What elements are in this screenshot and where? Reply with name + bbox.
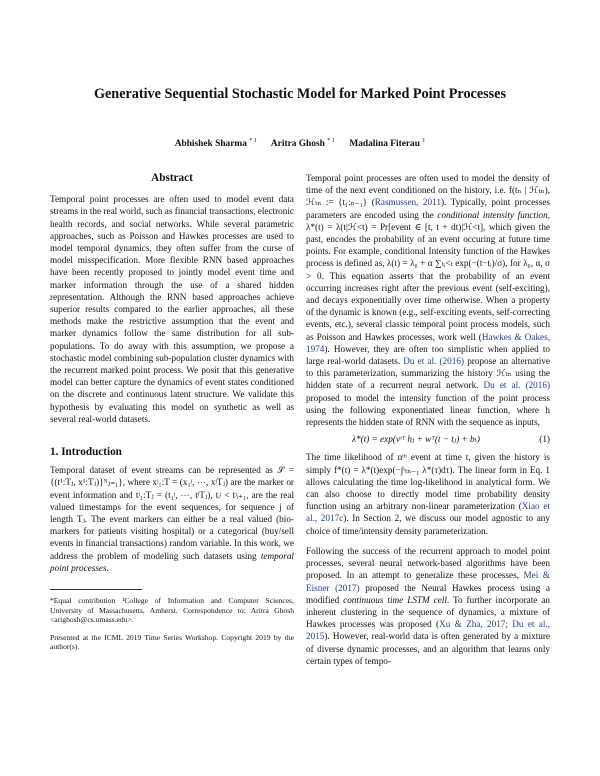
body-text: ). Typically, point processes parameters are encoded using the: [306, 197, 550, 220]
equation-1: [306, 433, 550, 445]
body-text: propose an alternative to this parameterization, summarizing the history ℋₜₙ using the hidden state of a recurrent neural network.: [306, 356, 551, 391]
body-text: proposed the Neural Hawkes process using a modified: [306, 582, 550, 605]
footnotes: [50, 596, 294, 652]
footnote-contribution: *Equal contribution ¹College of Information and Computer Sciences, University of Massachusetts, Amherst. Correspondence to: Aritra Ghosh <arighosh@cs.umass.edu>.: [50, 596, 294, 625]
intro-period: .: [106, 562, 109, 573]
body-text: Following the success of the recurrent approach to model point processes, several neural network-based algorithms have been proposed. In an attempt to generalize these processes,: [306, 545, 550, 581]
abstract-text: Temporal point processes are often used to model event data streams in the real world, such as financial transactions, electronic health records, and social networks. While several parametric approaches, such as Poisson and Hawkes processes are used to model temporal dynamics, they often suffer from the curse of model misspecification. More flexible RNN based approaches have been recently proposed to jointly model event time and marker information through the use of a shared hidden representation. Although the RNN based approaches achieve superior results compared to the earlier approaches, all these methods make the restrictive assumption that the event and marker dynamics follow the same distribution for all sub-populations. To do away with this assumption, we propose a stochastic model combining sub-population cluster dynamics with the recurrent marked point process. We posit that this generative model can better capture the dynamics of event states conditioned on the discrete and continuous latent structure. We validate this hypothesis by evaluating this model on synthetic as well as several real-world datasets.: [50, 194, 294, 424]
author-name: Madalina Fiterau: [349, 139, 420, 150]
body-text: ). In Section 2, we discuss our model agnostic to any choice of time/intensity density parameterization.: [306, 513, 550, 536]
body-text: The time likelihood of nᵗʰ event at time t, given the history is simply f*(t) = λ*(t)exp(−∫ᵗₜₙ₋₁ λ*(τ)dτ). The linear form in Eq. 1 allows calculating the time log-likelihood in analytical form. We can also choose to directly model time probability density function using an arbitrary non-linear parameterization (: [306, 452, 550, 512]
body-emphasis: continuous time LSTM cell: [343, 594, 447, 605]
section-heading: 1. Introduction: [50, 446, 122, 459]
author-name: Aritra Ghosh: [270, 139, 325, 150]
body-text: , λ*(t) = λ(t|ℋ<t) = Pr[event ∈ [t, t + dt)|ℋ<t], which given the past, encodes the probability of an event occuring at future time points. For example, conditional Intensity function of the Hawkes process is defined as, λ(t) = λ₀ + α ∑ₜᵢ<ₜ exp(−(t−tᵢ)/σ), for λ₀, α, σ > 0. This equation asserts that the probability of an event occurring increases right after the previous event (self-exciting), and decays exponentially over time otherwise. When a property of the dynamic is known (e.g., self-exciting events, self-correcting events, etc.), several classic temporal point process models, such as Poisson and Hawkes processes, work well (: [306, 209, 551, 342]
equation-number: (1): [539, 434, 550, 445]
citation-link[interactable]: Du et al. (2016): [483, 380, 550, 391]
equation-formula: λ*(t) = exp(vᵗᵀ hⱼ + wᵀ(t − tⱼ) + bₜ): [352, 434, 480, 445]
body-emphasis: conditional intensity function: [437, 209, 548, 220]
intro-emphasis: temporal point processes: [50, 550, 294, 573]
body-text: proposed to model the intensity function of the point process using the following exponentiated linear function, where h represents the hidden state of RNN with the sequence as inputs,: [306, 392, 550, 428]
citation-link[interactable]: Hawkes & Oakes, 1974: [306, 331, 550, 354]
left-column: [50, 172, 294, 652]
body-paragraph: [306, 451, 550, 536]
author-mark: * 1: [249, 138, 257, 144]
author-mark: * 1: [327, 138, 335, 144]
intro-text: Temporal dataset of event streams can be represented as 𝒮 = {(t¹:Tⱼ, x¹:Tⱼ)}ᴺⱼ₌₁}, where xʲ₁:T = (x₁ʲ, ⋯, xʲTⱼ) are the marker or event information and tʲ₁:Tⱼ = (t₁ʲ, ⋯, tʲTⱼ), tᵢʲ < tʲᵢ₊₁, are the real valued timestamps for the event sequences, for sequence j of length Tⱼ. The event markers can either be a real valued (bio-markers for patients visiting hospital) or a categorical (buy/sell events in financial transactions) random variable. In this work, we address the problem of modeling such datasets using: [50, 465, 294, 561]
body-text: ). However, they are often too simplistic when applied to large real-world datasets.: [306, 343, 550, 367]
footnote-presented: Presented at the ICML 2019 Time Series Workshop. Copyright 2019 by the author(s).: [50, 632, 294, 652]
body-paragraph: [306, 172, 550, 428]
body-text: Temporal point processes are often used to model the density of time of the next event conditioned on the history, i.e. f(tₙ | ℋₜₙ), ℋₜₙ := {t₁:ₙ₋₁} (: [306, 173, 550, 208]
author-list: [40, 138, 560, 149]
citation-link[interactable]: Du et al. (2016): [403, 356, 465, 367]
abstract-heading: Abstract: [151, 172, 193, 184]
right-column: [306, 172, 550, 667]
body-text: ). However, real-world data is often generated by a mixture of diverse dynamic processes, and an algorithm that learns only certain types of tempo-: [306, 631, 550, 666]
citation-link[interactable]: Mei & Eisner (2017): [306, 570, 550, 593]
author-mark: 1: [422, 138, 426, 144]
body-text: . To further incorporate an inherent clustering in the sequence of dynamics, a mixture of Hawkes processes was proposed (: [306, 594, 550, 630]
footnote-rule: [50, 589, 142, 590]
body-paragraph: [306, 545, 550, 667]
intro-paragraph: [50, 464, 294, 574]
citation-link[interactable]: Xiao et al., 2017c: [306, 501, 550, 524]
paper-title: Generative Sequential Stochastic Model for Marked Point Processes: [93, 86, 507, 102]
author-name: Abhishek Sharma: [174, 139, 247, 150]
citation-link[interactable]: Rasmussen, 2011: [374, 197, 441, 208]
citation-link[interactable]: Xu & Zha, 2017; Du et al., 2015: [306, 619, 550, 642]
